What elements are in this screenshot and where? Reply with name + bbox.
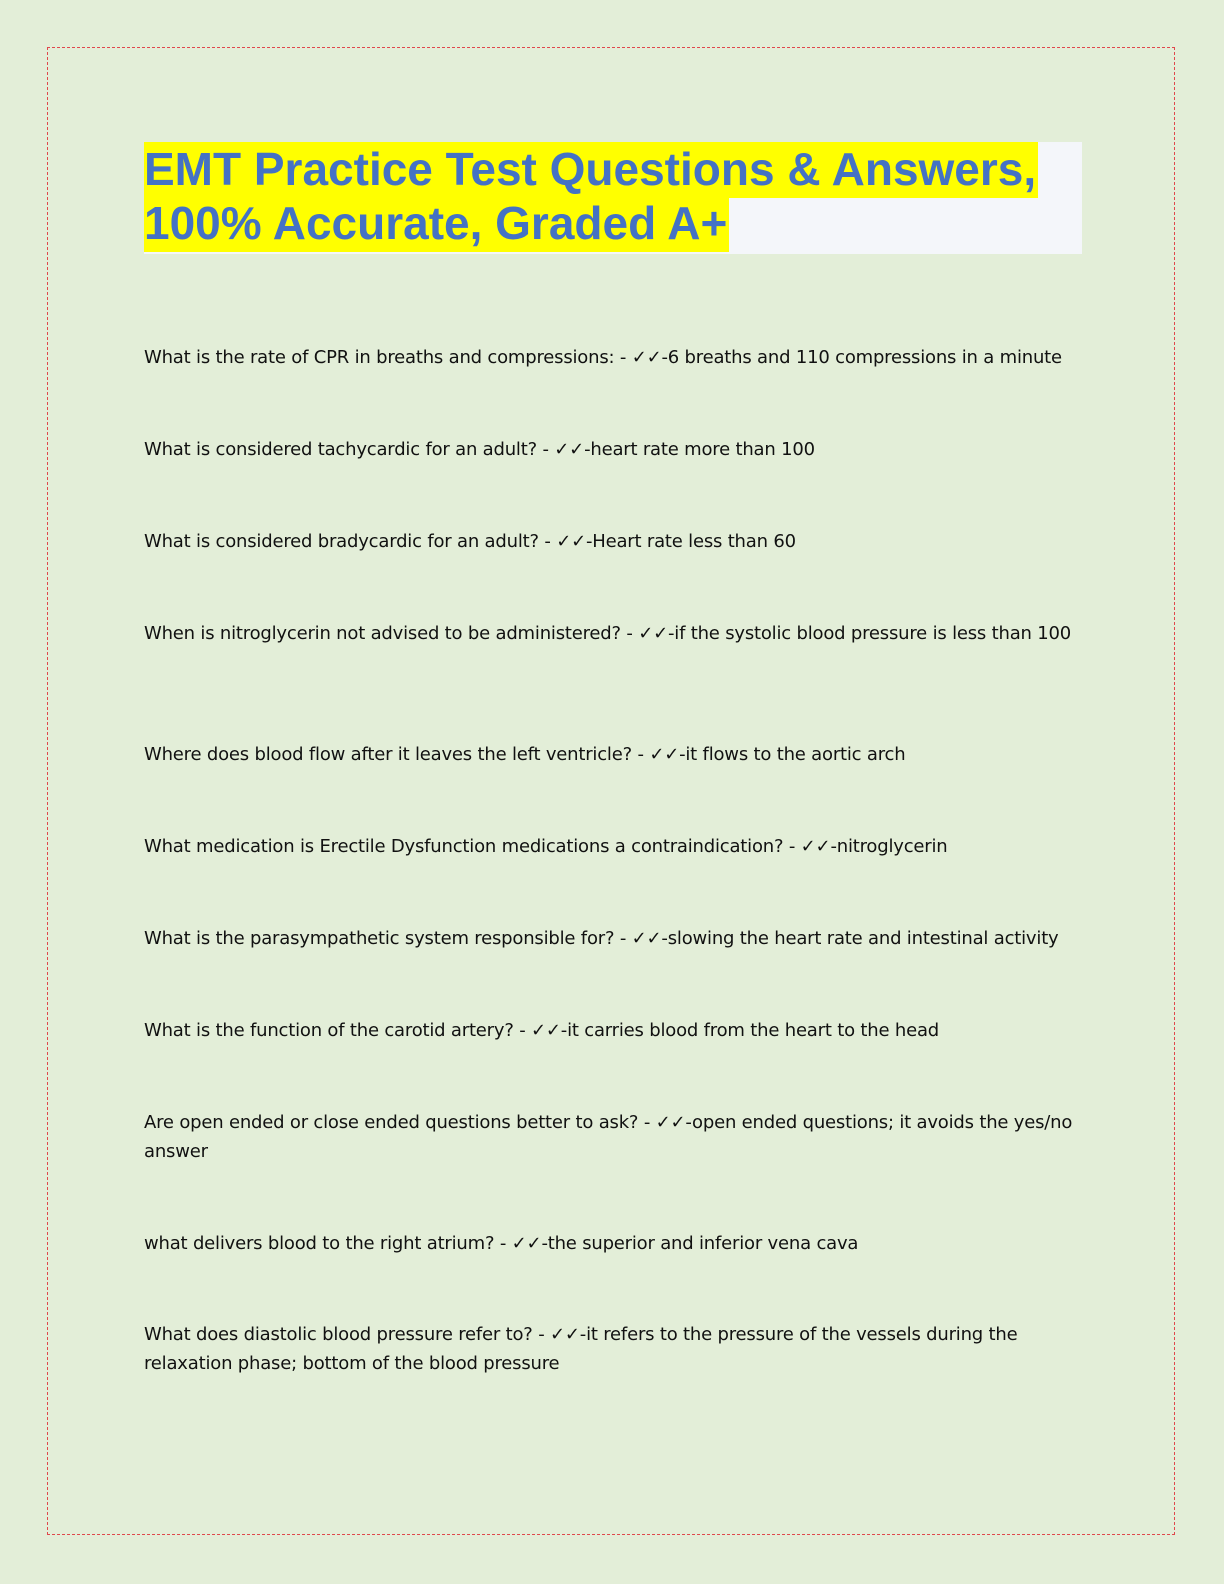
answer-text: -it flows to the aortic arch [679, 744, 906, 765]
separator: - [513, 1020, 532, 1041]
document-title [144, 142, 1082, 254]
question-text: What is the parasympathetic system responsible for? [144, 928, 615, 949]
separator: - [536, 439, 555, 460]
check-marks-icon: ✓✓ [638, 623, 668, 644]
check-marks-icon: ✓✓ [800, 836, 831, 857]
answer-text: -Heart rate less than 60 [585, 531, 796, 552]
check-marks-icon: ✓✓ [649, 744, 680, 765]
separator: - [620, 623, 639, 644]
title-line-2 [144, 196, 1082, 250]
question-text: When is nitroglycerin not advised to be administered? [144, 623, 621, 644]
answer-text: -it refers to the pressure of the vessels during the relaxation phase; bottom of the blood pressure [144, 1324, 1018, 1374]
question-text: What is considered tachycardic for an adult? [144, 439, 537, 460]
check-marks-icon: ✓✓ [511, 1233, 542, 1254]
check-marks-icon: ✓✓ [655, 1112, 686, 1133]
separator: - [538, 531, 557, 552]
qa-item-9 [144, 1108, 1084, 1166]
check-marks-icon: ✓✓ [531, 1020, 561, 1041]
separator: - [532, 1324, 551, 1345]
answer-text: -slowing the heart rate and intestinal activity [661, 928, 1059, 949]
check-marks-icon: ✓✓ [631, 928, 662, 949]
qa-item-10 [144, 1229, 1084, 1258]
answer-text: -nitroglycerin [830, 836, 948, 857]
separator: - [494, 1233, 512, 1254]
check-marks-icon: ✓✓ [550, 1324, 580, 1345]
qa-item-4 [144, 619, 1084, 648]
title-line-1-text: EMT Practice Test Questions & Answers, [144, 142, 1038, 198]
qa-item-1 [144, 343, 1084, 372]
qa-item-2 [144, 435, 1084, 464]
question-text: What medication is Erectile Dysfunction medications a contraindication? [144, 836, 784, 857]
separator: - [614, 347, 632, 368]
separator: - [631, 744, 650, 765]
qa-item-11 [144, 1320, 1084, 1378]
question-text: Where does blood flow after it leaves the left ventricle? [144, 744, 632, 765]
title-line-2-text: 100% Accurate, Graded A+ [144, 196, 729, 252]
question-text: Are open ended or close ended questions better to ask? [144, 1112, 639, 1133]
separator: - [783, 836, 801, 857]
answer-text: -it carries blood from the heart to the head [560, 1020, 940, 1041]
question-text: What does diastolic blood pressure refer to? [144, 1324, 533, 1345]
answer-text: -6 breaths and 110 compressions in a minute [661, 347, 1062, 368]
check-marks-icon: ✓✓ [631, 347, 662, 368]
qa-item-7 [144, 924, 1084, 953]
check-marks-icon: ✓✓ [556, 531, 586, 552]
separator: - [614, 928, 632, 949]
qa-item-5 [144, 740, 1084, 769]
title-line-1 [144, 142, 1082, 196]
qa-item-3 [144, 527, 1084, 556]
qa-item-6 [144, 832, 1084, 861]
answer-text: -if the systolic blood pressure is less than 100 [667, 623, 1072, 644]
answer-text: -heart rate more than 100 [584, 439, 815, 460]
check-marks-icon: ✓✓ [554, 439, 585, 460]
separator: - [638, 1112, 656, 1133]
question-text: What is considered bradycardic for an adult? [144, 531, 539, 552]
answer-text: -open ended questions; it avoids the yes/no answer [144, 1112, 1073, 1162]
answer-text: -the superior and inferior vena cava [541, 1233, 859, 1254]
question-text: what delivers blood to the right atrium? [144, 1233, 495, 1254]
qa-item-8 [144, 1016, 1084, 1045]
question-text: What is the function of the carotid artery? [144, 1020, 514, 1041]
page-border [47, 47, 1175, 1535]
question-text: What is the rate of CPR in breaths and compressions: [144, 347, 615, 368]
